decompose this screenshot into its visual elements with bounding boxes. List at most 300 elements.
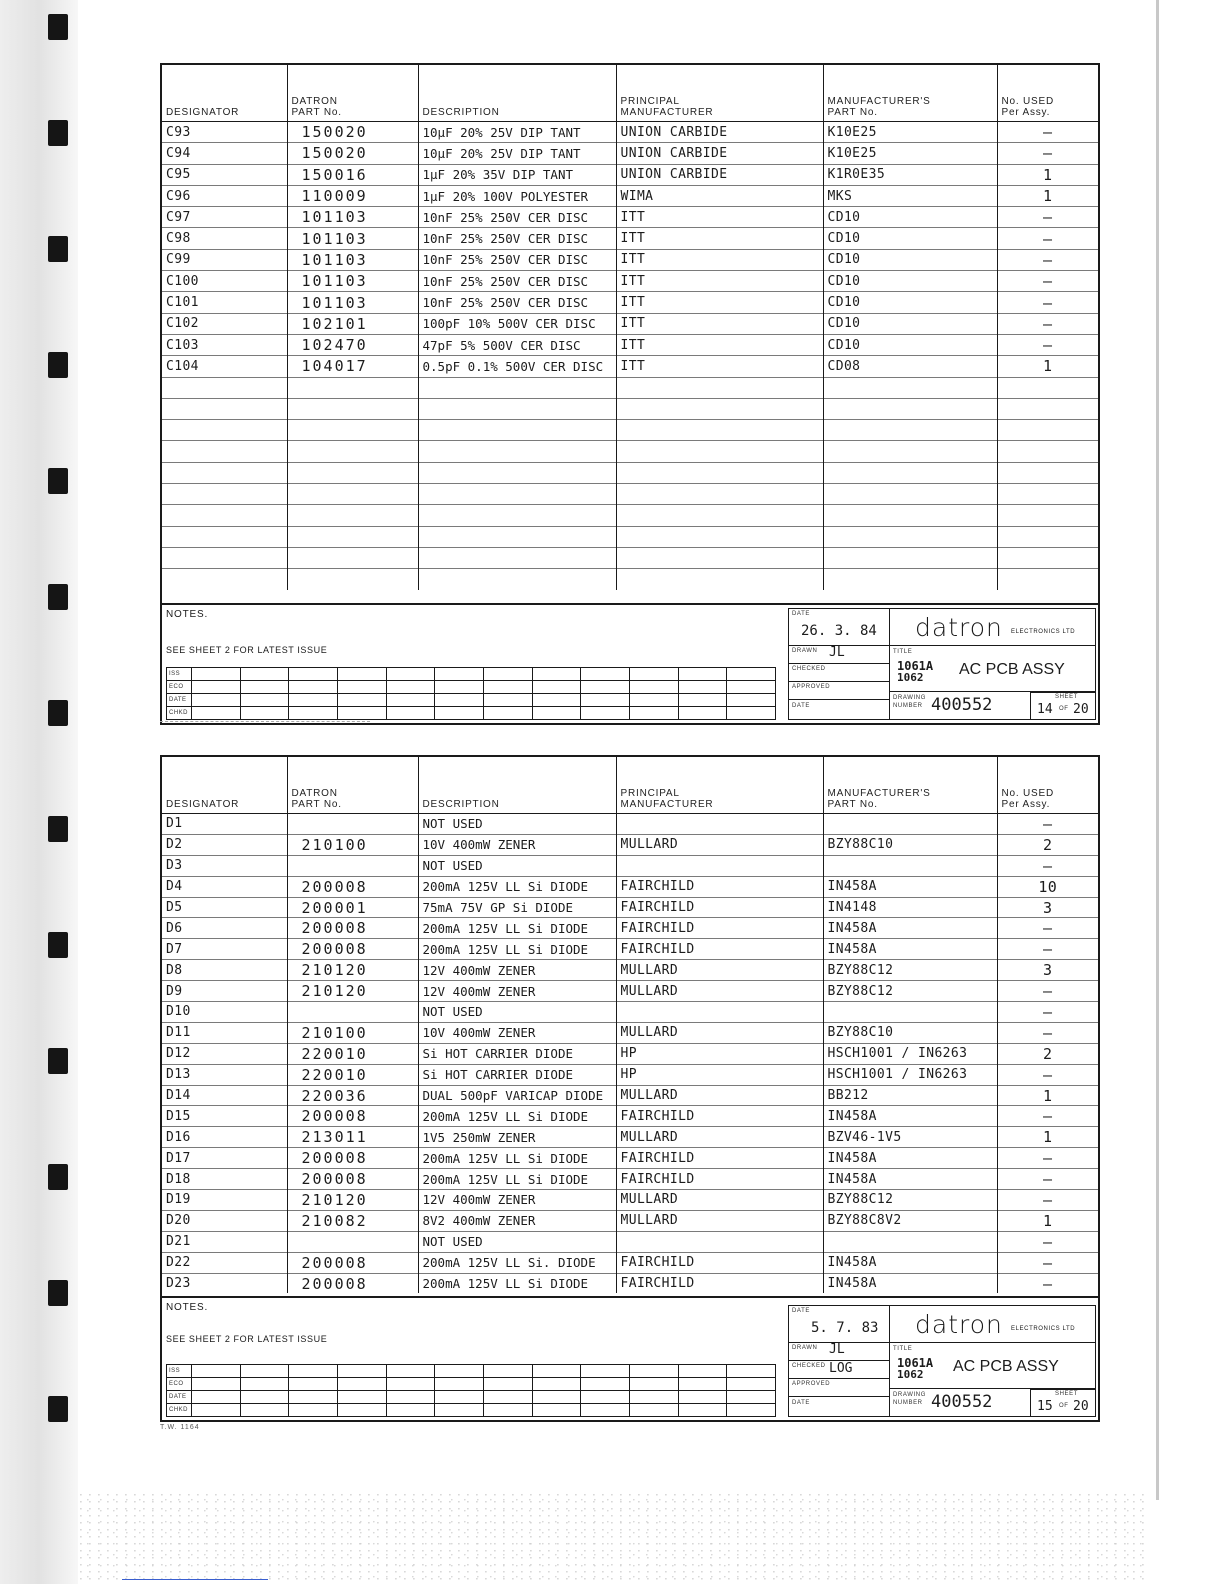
latest-issue-note: SEE SHEET 2 FOR LATEST ISSUE xyxy=(166,1334,328,1344)
description-cell: NOT USED xyxy=(418,1231,616,1252)
designator-cell: D10 xyxy=(162,1002,287,1023)
description-cell: 200mA 125V LL Si DIODE xyxy=(418,1169,616,1190)
binding-hole xyxy=(48,932,68,958)
designator-cell: D19 xyxy=(162,1190,287,1211)
manufacturer-part-cell: BZY88C8V2 xyxy=(823,1210,997,1231)
latest-issue-note: SEE SHEET 2 FOR LATEST ISSUE xyxy=(166,645,328,655)
table-header xyxy=(162,757,1098,814)
drawing-date: 26. 3. 84 xyxy=(801,623,877,639)
table-row xyxy=(162,143,1098,164)
datron-part-cell: 200008 xyxy=(287,1252,418,1273)
manufacturer-part-cell: BZY88C12 xyxy=(823,960,997,981)
manufacturer-cell xyxy=(616,1231,823,1252)
table-row xyxy=(162,855,1098,876)
datron-part-cell: 110009 xyxy=(287,185,418,206)
table-row xyxy=(162,334,1098,355)
binding-hole xyxy=(48,1164,68,1190)
title-block: DATE 5. 7. 83 DRAWN JL CHECKED LOG APPROVED DATE datron ELECTRONICS LTD TITLE 1061A 1062 AC PCB ASSY DRAWING NUMBER 400552 SHEET 15 OF 20 xyxy=(788,1305,1096,1417)
manufacturer-part-cell xyxy=(823,569,997,590)
quantity-cell: — xyxy=(997,249,1098,270)
manufacturer-part-cell xyxy=(823,526,997,547)
manufacturer-part-cell xyxy=(823,420,997,441)
manufacturer-cell: ITT xyxy=(616,292,823,313)
datron-part-cell: 220010 xyxy=(287,1064,418,1085)
col-manufacturer-part: MANUFACTURER'S PART No. xyxy=(823,757,997,814)
datron-part-cell: 102470 xyxy=(287,334,418,355)
quantity-cell: — xyxy=(997,228,1098,249)
manufacturer-part-cell: IN458A xyxy=(823,876,997,897)
datron-part-cell xyxy=(287,420,418,441)
scan-artifact xyxy=(160,721,370,722)
designator-cell: D21 xyxy=(162,1231,287,1252)
manufacturer-part-cell xyxy=(823,484,997,505)
manufacturer-part-cell: IN458A xyxy=(823,1273,997,1293)
quantity-cell: 1 xyxy=(997,1127,1098,1148)
table-row xyxy=(162,484,1098,505)
manufacturer-part-cell: CD10 xyxy=(823,271,997,292)
description-cell: 12V 400mW ZENER xyxy=(418,1190,616,1211)
quantity-cell: — xyxy=(997,143,1098,164)
manufacturer-part-cell: IN458A xyxy=(823,939,997,960)
quantity-cell: — xyxy=(997,1169,1098,1190)
drawing-number: 400552 xyxy=(931,1392,993,1412)
description-cell: 12V 400mW ZENER xyxy=(418,981,616,1002)
table-row xyxy=(162,207,1098,228)
quantity-cell: — xyxy=(997,1022,1098,1043)
manufacturer-part-cell xyxy=(823,441,997,462)
table-row xyxy=(162,876,1098,897)
manufacturer-part-cell: IN4148 xyxy=(823,897,997,918)
description-cell: 10µF 20% 25V DIP TANT xyxy=(418,143,616,164)
binding-hole xyxy=(48,120,68,146)
col-no-used: No. USED Per Assy. xyxy=(997,65,1098,122)
binding-hole xyxy=(48,14,68,40)
table-row xyxy=(162,1022,1098,1043)
datron-part-cell xyxy=(287,526,418,547)
datron-part-cell xyxy=(287,505,418,526)
sheet-total: 20 xyxy=(1073,702,1089,717)
designator-cell: C104 xyxy=(162,356,287,377)
manufacturer-part-cell: CD10 xyxy=(823,249,997,270)
title-block: DATE 26. 3. 84 DRAWN JL CHECKED APPROVED DATE datron ELECTRONICS LTD TITLE 1061A 1062 AC PCB ASSY DRAWING NUMBER 400552 SHEET 14 OF 20 xyxy=(788,608,1096,720)
quantity-cell xyxy=(997,441,1098,462)
designator-cell xyxy=(162,377,287,398)
designator-cell: D13 xyxy=(162,1064,287,1085)
designator-cell: D1 xyxy=(162,814,287,835)
table-row xyxy=(162,398,1098,419)
datron-part-cell xyxy=(287,569,418,590)
designator-cell: C93 xyxy=(162,122,287,143)
col-description: DESCRIPTION xyxy=(418,757,616,814)
designator-cell: D22 xyxy=(162,1252,287,1273)
datron-logo: datron xyxy=(915,1310,1003,1339)
manufacturer-part-cell: K10E25 xyxy=(823,122,997,143)
designator-cell xyxy=(162,526,287,547)
quantity-cell xyxy=(997,462,1098,483)
designator-cell xyxy=(162,462,287,483)
manufacturer-part-cell: CD10 xyxy=(823,207,997,228)
quantity-cell: — xyxy=(997,1148,1098,1169)
manufacturer-cell xyxy=(616,484,823,505)
description-cell: 200mA 125V LL Si DIODE xyxy=(418,939,616,960)
manufacturer-part-cell: IN458A xyxy=(823,918,997,939)
table-row xyxy=(162,1002,1098,1023)
datron-part-cell xyxy=(287,1002,418,1023)
table-row xyxy=(162,1127,1098,1148)
table-row xyxy=(162,1169,1098,1190)
manufacturer-cell: ITT xyxy=(616,356,823,377)
manufacturer-cell: ITT xyxy=(616,313,823,334)
table-row xyxy=(162,1148,1098,1169)
datron-part-cell xyxy=(287,547,418,568)
table-row xyxy=(162,1085,1098,1106)
description-cell xyxy=(418,505,616,526)
manufacturer-cell: MULLARD xyxy=(616,1127,823,1148)
datron-part-cell: 101103 xyxy=(287,228,418,249)
col-datron-part: DATRON PART No. xyxy=(287,757,418,814)
drawing-number: 400552 xyxy=(931,695,993,715)
manufacturer-cell: FAIRCHILD xyxy=(616,1148,823,1169)
designator-cell: C98 xyxy=(162,228,287,249)
manufacturer-cell: FAIRCHILD xyxy=(616,897,823,918)
col-manufacturer-part: MANUFACTURER'S PART No. xyxy=(823,65,997,122)
description-cell: 10µF 20% 25V DIP TANT xyxy=(418,122,616,143)
datron-part-cell: 101103 xyxy=(287,292,418,313)
datron-part-cell: 200001 xyxy=(287,897,418,918)
quantity-cell: 3 xyxy=(997,897,1098,918)
description-cell: 10V 400mW ZENER xyxy=(418,1022,616,1043)
description-cell xyxy=(418,377,616,398)
bom-sheet-14 xyxy=(160,63,1100,725)
sheet-footer xyxy=(162,1296,1098,1420)
manufacturer-cell: FAIRCHILD xyxy=(616,1106,823,1127)
table-row xyxy=(162,377,1098,398)
manufacturer-cell: MULLARD xyxy=(616,960,823,981)
designator-cell: C99 xyxy=(162,249,287,270)
manufacturer-cell: MULLARD xyxy=(616,981,823,1002)
manufacturer-cell xyxy=(616,441,823,462)
manufacturer-part-cell: CD10 xyxy=(823,228,997,249)
table-row xyxy=(162,462,1098,483)
table-row xyxy=(162,292,1098,313)
description-cell xyxy=(418,569,616,590)
description-cell xyxy=(418,526,616,547)
quantity-cell: — xyxy=(997,1106,1098,1127)
description-cell: 8V2 400mW ZENER xyxy=(418,1210,616,1231)
notes-label: NOTES. xyxy=(166,1302,209,1313)
manufacturer-part-cell: K10E25 xyxy=(823,143,997,164)
description-cell: 100pF 10% 500V CER DISC xyxy=(418,313,616,334)
table-row xyxy=(162,814,1098,835)
manufacturer-cell: FAIRCHILD xyxy=(616,876,823,897)
quantity-cell xyxy=(997,505,1098,526)
manufacturer-cell xyxy=(616,814,823,835)
manufacturer-cell xyxy=(616,420,823,441)
datron-part-cell: 200008 xyxy=(287,939,418,960)
description-cell: 200mA 125V LL Si DIODE xyxy=(418,876,616,897)
bom-sheet-15 xyxy=(160,755,1100,1422)
manufacturer-part-cell: HSCH1001 / IN6263 xyxy=(823,1043,997,1064)
table-row xyxy=(162,122,1098,143)
quantity-cell: 1 xyxy=(997,185,1098,206)
quantity-cell xyxy=(997,420,1098,441)
manufacturer-cell xyxy=(616,569,823,590)
table-row xyxy=(162,1043,1098,1064)
model-a: 1061A xyxy=(897,659,934,673)
quantity-cell: — xyxy=(997,1064,1098,1085)
sheet-number-box: SHEET 14 OF 20 xyxy=(1030,692,1095,719)
manufacturer-cell: ITT xyxy=(616,334,823,355)
description-cell: DUAL 500pF VARICAP DIODE xyxy=(418,1085,616,1106)
description-cell: 12V 400mW ZENER xyxy=(418,960,616,981)
table-row xyxy=(162,569,1098,590)
datron-part-cell: 101103 xyxy=(287,271,418,292)
table-row xyxy=(162,547,1098,568)
table-row xyxy=(162,834,1098,855)
quantity-cell: — xyxy=(997,1252,1098,1273)
binding-hole xyxy=(48,236,68,262)
table-row xyxy=(162,164,1098,185)
quantity-cell: 1 xyxy=(997,164,1098,185)
datron-part-cell xyxy=(287,398,418,419)
manufacturer-cell: MULLARD xyxy=(616,834,823,855)
designator-cell: D11 xyxy=(162,1022,287,1043)
binding-hole xyxy=(48,1396,68,1422)
manufacturer-part-cell xyxy=(823,1002,997,1023)
model-b: 1062 xyxy=(897,1368,924,1381)
description-cell: 10V 400mW ZENER xyxy=(418,834,616,855)
designator-cell: D9 xyxy=(162,981,287,1002)
manufacturer-part-cell: K1R0E35 xyxy=(823,164,997,185)
datron-part-cell: 102101 xyxy=(287,313,418,334)
manufacturer-part-cell: IN458A xyxy=(823,1148,997,1169)
manufacturer-cell xyxy=(616,462,823,483)
designator-cell: D14 xyxy=(162,1085,287,1106)
col-designator: DESIGNATOR xyxy=(162,65,287,122)
description-cell xyxy=(418,441,616,462)
manufacturer-cell: MULLARD xyxy=(616,1210,823,1231)
description-cell xyxy=(418,484,616,505)
manufacturer-part-cell xyxy=(823,505,997,526)
designator-cell: D5 xyxy=(162,897,287,918)
table-row xyxy=(162,1252,1098,1273)
datron-part-cell: 210120 xyxy=(287,1190,418,1211)
model-b: 1062 xyxy=(897,671,924,684)
manufacturer-cell xyxy=(616,526,823,547)
manufacturer-part-cell: IN458A xyxy=(823,1106,997,1127)
quantity-cell: — xyxy=(997,207,1098,228)
issue-grid: ISS ECO DATE CHKD xyxy=(166,667,776,720)
manufacturer-part-cell: CD10 xyxy=(823,334,997,355)
scan-speckle xyxy=(80,1492,1150,1584)
quantity-cell: 1 xyxy=(997,1085,1098,1106)
quantity-cell xyxy=(997,569,1098,590)
designator-cell xyxy=(162,569,287,590)
datron-part-cell xyxy=(287,377,418,398)
quantity-cell: 1 xyxy=(997,1210,1098,1231)
datron-logo: datron xyxy=(915,613,1003,642)
description-cell: 47pF 5% 500V CER DISC xyxy=(418,334,616,355)
parts-table xyxy=(162,65,1098,590)
description-cell: 10nF 25% 250V CER DISC xyxy=(418,249,616,270)
form-reference: T.W. 1164 xyxy=(160,1424,200,1431)
manufacturer-part-cell: BZY88C12 xyxy=(823,981,997,1002)
scan-artifact xyxy=(122,1579,268,1580)
datron-part-cell: 104017 xyxy=(287,356,418,377)
drawn-by: JL xyxy=(829,645,845,660)
description-cell: Si HOT CARRIER DIODE xyxy=(418,1043,616,1064)
manufacturer-part-cell: CD10 xyxy=(823,292,997,313)
table-row xyxy=(162,249,1098,270)
datron-part-cell xyxy=(287,441,418,462)
manufacturer-part-cell xyxy=(823,855,997,876)
datron-part-cell: 101103 xyxy=(287,249,418,270)
datron-part-cell: 200008 xyxy=(287,1169,418,1190)
manufacturer-part-cell xyxy=(823,547,997,568)
page-edge xyxy=(1156,0,1159,1500)
designator-cell: D2 xyxy=(162,834,287,855)
table-row xyxy=(162,960,1098,981)
manufacturer-cell: ITT xyxy=(616,228,823,249)
description-cell: Si HOT CARRIER DIODE xyxy=(418,1064,616,1085)
description-cell: 1V5 250mW ZENER xyxy=(418,1127,616,1148)
description-cell: 10nF 25% 250V CER DISC xyxy=(418,271,616,292)
manufacturer-part-cell: HSCH1001 / IN6263 xyxy=(823,1064,997,1085)
quantity-cell: — xyxy=(997,122,1098,143)
col-description: DESCRIPTION xyxy=(418,65,616,122)
checked-by: LOG xyxy=(829,1361,853,1376)
col-principal-manufacturer: PRINCIPAL MANUFACTURER xyxy=(616,757,823,814)
manufacturer-cell xyxy=(616,855,823,876)
quantity-cell: 1 xyxy=(997,356,1098,377)
description-cell: NOT USED xyxy=(418,1002,616,1023)
table-row xyxy=(162,1106,1098,1127)
description-cell: 10nF 25% 250V CER DISC xyxy=(418,292,616,313)
designator-cell xyxy=(162,420,287,441)
quantity-cell: — xyxy=(997,1231,1098,1252)
manufacturer-cell xyxy=(616,1002,823,1023)
table-body xyxy=(162,122,1098,590)
manufacturer-part-cell: IN458A xyxy=(823,1252,997,1273)
quantity-cell: — xyxy=(997,814,1098,835)
datron-part-cell: 200008 xyxy=(287,876,418,897)
table-row xyxy=(162,1064,1098,1085)
parts-table xyxy=(162,757,1098,1293)
designator-cell: D4 xyxy=(162,876,287,897)
designator-cell: C96 xyxy=(162,185,287,206)
manufacturer-part-cell: MKS xyxy=(823,185,997,206)
description-cell xyxy=(418,398,616,419)
manufacturer-part-cell: CD08 xyxy=(823,356,997,377)
datron-part-cell: 101103 xyxy=(287,207,418,228)
col-principal-manufacturer: PRINCIPAL MANUFACTURER xyxy=(616,65,823,122)
designator-cell: D7 xyxy=(162,939,287,960)
quantity-cell: 2 xyxy=(997,1043,1098,1064)
quantity-cell: — xyxy=(997,1002,1098,1023)
table-row xyxy=(162,897,1098,918)
description-cell: 10nF 25% 250V CER DISC xyxy=(418,228,616,249)
designator-cell: D6 xyxy=(162,918,287,939)
datron-part-cell: 220010 xyxy=(287,1043,418,1064)
datron-part-cell: 200008 xyxy=(287,918,418,939)
manufacturer-part-cell: CD10 xyxy=(823,313,997,334)
sheet-total: 20 xyxy=(1073,1399,1089,1414)
description-cell xyxy=(418,547,616,568)
manufacturer-cell: ITT xyxy=(616,207,823,228)
sheet-number: 14 xyxy=(1037,702,1053,717)
quantity-cell xyxy=(997,547,1098,568)
designator-cell: D18 xyxy=(162,1169,287,1190)
table-row xyxy=(162,185,1098,206)
datron-part-cell: 210082 xyxy=(287,1210,418,1231)
datron-part-cell: 150016 xyxy=(287,164,418,185)
designator-cell: C97 xyxy=(162,207,287,228)
description-cell: 200mA 125V LL Si DIODE xyxy=(418,918,616,939)
table-row xyxy=(162,1273,1098,1293)
manufacturer-part-cell xyxy=(823,814,997,835)
quantity-cell: — xyxy=(997,939,1098,960)
binding-hole xyxy=(48,352,68,378)
quantity-cell xyxy=(997,484,1098,505)
description-cell: 200mA 125V LL Si. DIODE xyxy=(418,1252,616,1273)
manufacturer-part-cell: BZY88C10 xyxy=(823,834,997,855)
quantity-cell: — xyxy=(997,855,1098,876)
manufacturer-cell: UNION CARBIDE xyxy=(616,164,823,185)
description-cell: 1µF 20% 100V POLYESTER xyxy=(418,185,616,206)
drawn-by: JL xyxy=(829,1342,845,1357)
model-a: 1061A xyxy=(897,1356,934,1370)
manufacturer-part-cell: BZY88C10 xyxy=(823,1022,997,1043)
datron-part-cell: 200008 xyxy=(287,1273,418,1293)
description-cell: 200mA 125V LL Si DIODE xyxy=(418,1106,616,1127)
manufacturer-cell: ITT xyxy=(616,271,823,292)
datron-part-cell: 220036 xyxy=(287,1085,418,1106)
binding-strip xyxy=(0,0,78,1584)
table-row xyxy=(162,1231,1098,1252)
table-row xyxy=(162,420,1098,441)
manufacturer-cell: MULLARD xyxy=(616,1085,823,1106)
datron-part-cell xyxy=(287,1231,418,1252)
manufacturer-part-cell: BB212 xyxy=(823,1085,997,1106)
description-cell: 75mA 75V GP Si DIODE xyxy=(418,897,616,918)
assembly-title: AC PCB ASSY xyxy=(953,1358,1059,1375)
manufacturer-cell: UNION CARBIDE xyxy=(616,143,823,164)
table-row xyxy=(162,526,1098,547)
datron-part-cell: 200008 xyxy=(287,1106,418,1127)
table-row xyxy=(162,918,1098,939)
designator-cell xyxy=(162,547,287,568)
manufacturer-part-cell xyxy=(823,1231,997,1252)
quantity-cell xyxy=(997,398,1098,419)
designator-cell xyxy=(162,484,287,505)
designator-cell: D8 xyxy=(162,960,287,981)
table-row xyxy=(162,1210,1098,1231)
sheet-footer xyxy=(162,603,1098,723)
designator-cell: D16 xyxy=(162,1127,287,1148)
datron-part-cell: 150020 xyxy=(287,122,418,143)
col-datron-part: DATRON PART No. xyxy=(287,65,418,122)
quantity-cell: — xyxy=(997,313,1098,334)
quantity-cell xyxy=(997,526,1098,547)
designator-cell xyxy=(162,505,287,526)
quantity-cell: — xyxy=(997,271,1098,292)
table-header xyxy=(162,65,1098,122)
table-row xyxy=(162,271,1098,292)
manufacturer-cell: WIMA xyxy=(616,185,823,206)
table-row xyxy=(162,356,1098,377)
notes-label: NOTES. xyxy=(166,609,209,620)
designator-cell: C101 xyxy=(162,292,287,313)
